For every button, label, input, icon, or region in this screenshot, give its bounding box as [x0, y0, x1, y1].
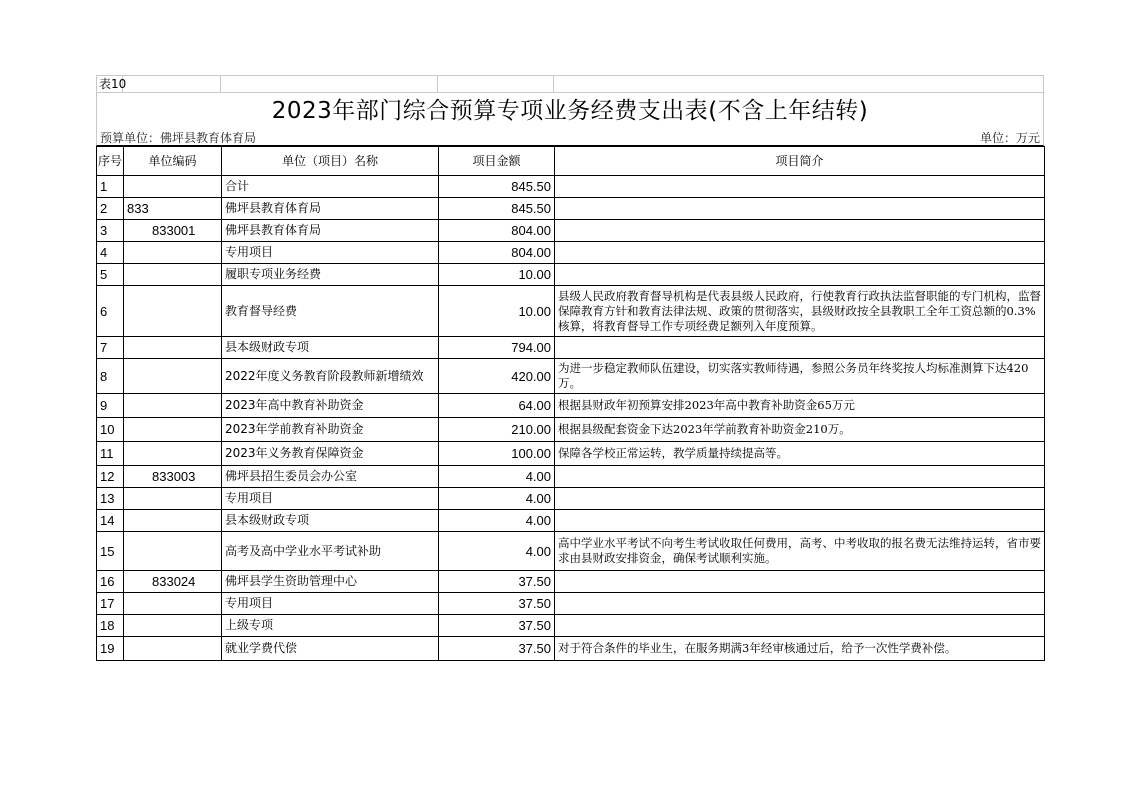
unit-code: 833003 [124, 466, 222, 488]
item-name: 专用项目 [222, 488, 439, 510]
unit-code: 833 [124, 198, 222, 220]
item-amount: 100.00 [439, 442, 555, 466]
table-row [97, 510, 1045, 532]
budget-unit: 预算单位：佛坪县教育体育局 [100, 131, 257, 145]
item-description: 对于符合条件的毕业生，在服务期满3年经审核通过后，给予一次性学费补偿。 [555, 637, 1045, 661]
row-index: 7 [97, 337, 124, 359]
unit-code [124, 510, 222, 532]
item-description [555, 615, 1045, 637]
table-body [97, 176, 1045, 661]
row-index: 10 [97, 418, 124, 442]
header-desc: 项目简介 [555, 147, 1045, 176]
row-index: 6 [97, 286, 124, 337]
table-row [97, 220, 1045, 242]
table-row [97, 488, 1045, 510]
table-row [97, 418, 1045, 442]
unit-code [124, 359, 222, 394]
item-amount: 64.00 [439, 394, 555, 418]
table-row [97, 198, 1045, 220]
row-index: 18 [97, 615, 124, 637]
item-amount: 4.00 [439, 466, 555, 488]
row-index: 19 [97, 637, 124, 661]
item-name: 专用项目 [222, 593, 439, 615]
unit-code [124, 615, 222, 637]
item-name: 高考及高中学业水平考试补助 [222, 532, 439, 571]
title-row [96, 92, 1044, 128]
item-amount: 37.50 [439, 571, 555, 593]
table-row [97, 359, 1045, 394]
sheet-label: 表10 [96, 75, 123, 92]
unit-code [124, 337, 222, 359]
item-name: 就业学费代偿 [222, 637, 439, 661]
item-description [555, 198, 1045, 220]
table-row [97, 466, 1045, 488]
empty-cell [221, 75, 438, 92]
item-name: 合计 [222, 176, 439, 198]
item-amount: 4.00 [439, 510, 555, 532]
row-index: 12 [97, 466, 124, 488]
row-index: 9 [97, 394, 124, 418]
row-index: 8 [97, 359, 124, 394]
item-amount: 210.00 [439, 418, 555, 442]
currency-unit: 单位：万元 [979, 131, 1040, 145]
item-amount: 10.00 [439, 286, 555, 337]
unit-code: 833024 [124, 571, 222, 593]
table-row [97, 264, 1045, 286]
unit-code [124, 488, 222, 510]
item-amount: 845.50 [439, 176, 555, 198]
item-description: 高中学业水平考试不向考生考试收取任何费用，高考、中考收取的报名费无法维持运转，省市要求由县财政安排资金，确保考试顺利实施。 [555, 532, 1045, 571]
item-name: 2023年义务教育保障资金 [222, 442, 439, 466]
header-seq: 序号 [97, 147, 124, 176]
item-name: 佛坪县教育体育局 [222, 198, 439, 220]
item-amount: 4.00 [439, 488, 555, 510]
item-description: 根据县财政年初预算安排2023年高中教育补助资金65万元 [555, 394, 1045, 418]
item-description [555, 176, 1045, 198]
item-amount: 37.50 [439, 637, 555, 661]
unit-code [124, 593, 222, 615]
header-amount: 项目金额 [439, 147, 555, 176]
row-index: 2 [97, 198, 124, 220]
item-description [555, 466, 1045, 488]
unit-code: 833001 [124, 220, 222, 242]
item-description [555, 510, 1045, 532]
item-name: 县本级财政专项 [222, 510, 439, 532]
empty-cell [438, 75, 554, 92]
item-name: 上级专项 [222, 615, 439, 637]
item-name: 县本级财政专项 [222, 337, 439, 359]
unit-code [124, 442, 222, 466]
unit-code [124, 286, 222, 337]
row-index: 5 [97, 264, 124, 286]
unit-code [124, 176, 222, 198]
item-description: 根据县级配套资金下达2023年学前教育补助资金210万。 [555, 418, 1045, 442]
item-amount: 845.50 [439, 198, 555, 220]
table-row [97, 394, 1045, 418]
item-description [555, 220, 1045, 242]
item-description: 保障各学校正常运转，教学质量持续提高等。 [555, 442, 1045, 466]
table-row [97, 442, 1045, 466]
row-index: 17 [97, 593, 124, 615]
unit-code [124, 637, 222, 661]
item-description [555, 593, 1045, 615]
table-row [97, 637, 1045, 661]
item-amount: 4.00 [439, 532, 555, 571]
item-amount: 420.00 [439, 359, 555, 394]
row-index: 11 [97, 442, 124, 466]
empty-cell [554, 75, 1044, 92]
row-index: 1 [97, 176, 124, 198]
item-amount: 804.00 [439, 242, 555, 264]
row-index: 13 [97, 488, 124, 510]
item-name: 履职专项业务经费 [222, 264, 439, 286]
table-row [97, 593, 1045, 615]
unit-code [124, 242, 222, 264]
table-row [97, 286, 1045, 337]
table-row [97, 571, 1045, 593]
empty-cell [123, 75, 221, 92]
unit-code [124, 532, 222, 571]
table-row [97, 176, 1045, 198]
item-description [555, 488, 1045, 510]
item-name: 佛坪县教育体育局 [222, 220, 439, 242]
item-name: 专用项目 [222, 242, 439, 264]
item-amount: 794.00 [439, 337, 555, 359]
row-index: 16 [97, 571, 124, 593]
item-name: 佛坪县学生资助管理中心 [222, 571, 439, 593]
table-header-row [97, 147, 1045, 176]
row-index: 14 [97, 510, 124, 532]
item-description [555, 242, 1045, 264]
row-index: 15 [97, 532, 124, 571]
page-title: 2023年部门综合预算专项业务经费支出表(不含上年结转) [271, 98, 869, 124]
header-code: 单位编码 [124, 147, 222, 176]
item-name: 2023年高中教育补助资金 [222, 394, 439, 418]
unit-code [124, 418, 222, 442]
item-name: 佛坪县招生委员会办公室 [222, 466, 439, 488]
header-name: 单位（项目）名称 [222, 147, 439, 176]
unit-row [96, 128, 1044, 146]
sheet-label-row [96, 75, 1044, 92]
table-row [97, 242, 1045, 264]
item-description [555, 264, 1045, 286]
unit-code [124, 264, 222, 286]
item-amount: 37.50 [439, 593, 555, 615]
item-description [555, 571, 1045, 593]
item-name: 2023年学前教育补助资金 [222, 418, 439, 442]
row-index: 3 [97, 220, 124, 242]
item-amount: 804.00 [439, 220, 555, 242]
row-index: 4 [97, 242, 124, 264]
item-description [555, 337, 1045, 359]
table-row [97, 615, 1045, 637]
item-amount: 37.50 [439, 615, 555, 637]
item-description: 为进一步稳定教师队伍建设，切实落实教师待遇，参照公务员年终奖按人均标准测算下达420万。 [555, 359, 1045, 394]
item-description: 县级人民政府教育督导机构是代表县级人民政府，行使教育行政执法监督职能的专门机构，监督保障教育方针和教育法律法规、政策的贯彻落实，县级财政按全县教职工全年工资总额的0.3%核算，将教育督导工作专项经费足额列入年度预算。 [555, 286, 1045, 337]
item-name: 教育督导经费 [222, 286, 439, 337]
spreadsheet [96, 75, 1044, 661]
table-row [97, 532, 1045, 571]
item-amount: 10.00 [439, 264, 555, 286]
table-row [97, 337, 1045, 359]
budget-table [96, 146, 1045, 661]
unit-code [124, 394, 222, 418]
item-name: 2022年度义务教育阶段教师新增绩效 [222, 359, 439, 394]
